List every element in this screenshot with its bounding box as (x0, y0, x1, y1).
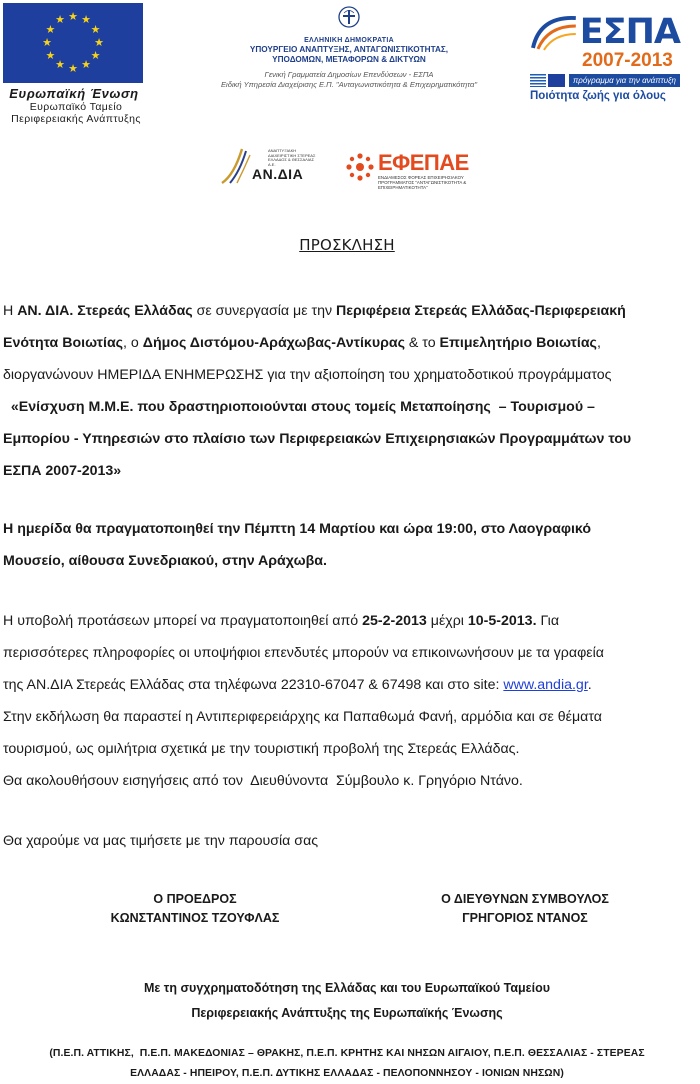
cofunding-line-2: Περιφερειακής Ανάπτυξης της Ευρωπαϊκής Ένωσης (191, 1006, 503, 1020)
ceo-role: Ο ΔΙΕΥΘΥΝΩΝ ΣΥΜΒΟΥΛΟΣ (441, 892, 609, 906)
efepae-emblem-icon (345, 152, 375, 182)
ceo-name: ΓΡΗΓΟΡΙΟΣ ΝΤΑΝΟΣ (462, 911, 588, 925)
details-text: Για (536, 613, 560, 629)
intro-line-2 (3, 327, 693, 359)
andia-name: ΑΝ. ΔΙΑ. Στερεάς Ελλάδας (17, 303, 193, 319)
details-text: Η υποβολή προτάσεων μπορεί να πραγματοποιηθεί από (3, 613, 363, 629)
eu-star-icon: ★ (55, 59, 65, 72)
program-title-line-2: Εμπορίου - Υπηρεσιών στο πλαίσιο των Περιφερειακών Επιχειρησιακών Προγραμμάτων του (3, 431, 632, 447)
ministry-secretariat: Γενική Γραμματεία Δημοσίων Επενδύσεων - ΕΣΠΑ (264, 70, 434, 79)
eu-star-icon: ★ (90, 49, 101, 62)
eu-star-icon: ★ (45, 23, 56, 36)
eu-star-icon: ★ (90, 23, 101, 36)
ministry-name-line-1: ΥΠΟΥΡΓΕΙΟ ΑΝΑΠΤΥΞΗΣ, ΑΝΤΑΓΩΝΙΣΤΙΚΟΤΗΤΑΣ, (249, 45, 449, 54)
ministry-logo (190, 5, 508, 90)
signature-right (400, 890, 650, 928)
programs-line-1: (Π.Ε.Π. ΑΤΤΙΚΗΣ, Π.Ε.Π. ΜΑΚΕΔΟΝΙΑΣ – ΘΡΑΚΗΣ, Π.Ε.Π. ΚΡΗΤΗΣ ΚΑΙ ΝΗΣΩΝ ΑΙΓΑΙΟΥ, Π.Ε.Π. ΘΕΣΣΑΛΙΑΣ - ΣΤΕΡΕΑΣ (49, 1048, 645, 1059)
cofunding-note (0, 976, 694, 1026)
end-date: 10-5-2013. (467, 613, 537, 629)
eu-star-icon: ★ (68, 62, 78, 75)
details-line-6: Θα ακολουθήσουν εισηγήσεις από τον Διευθύνοντα Σύμβουλο κ. Γρηγόριο Ντάνο. (3, 773, 523, 789)
program-title-line-3: ΕΣΠΑ 2007-2013» (3, 463, 122, 479)
details-line-4: Στην εκδήλωση θα παραστεί η Αντιπεριφερειάρχης κα Παπαθωμά Φανή, αρμόδια και σε θέματα (3, 709, 602, 725)
eu-star-icon: ★ (55, 13, 65, 26)
eu-logo-subtitle-2: Περιφερειακής Ανάπτυξης (11, 113, 141, 125)
closing-line: Θα χαρούμε να μας τιμήσετε με την παρουσία σας (3, 833, 319, 849)
ministry-unit: Ειδική Υπηρεσία Διαχείρισης Ε.Π. "Ανταγωνιστικότητα & Επιχειρηματικότητα" (220, 80, 478, 89)
efepae-logo (345, 150, 485, 190)
programs-list (0, 1044, 694, 1084)
document-title: ΠΡΟΣΚΛΗΣΗ (299, 236, 395, 254)
details-text: . (587, 677, 592, 693)
intro-line-1 (3, 295, 693, 327)
signature-left (80, 890, 310, 928)
details-paragraph (3, 605, 693, 797)
intro-paragraph (3, 295, 693, 487)
espa-logo (530, 12, 680, 102)
event-line-1: Η ημερίδα θα πραγματοποιηθεί την Πέμπτη 14 Μαρτίου και ώρα 19:00, στο Λαογραφικό (3, 521, 592, 537)
efepae-small-text: ΕΝΔΙΑΜΕΣΟΣ ΦΟΡΕΑΣ ΕΠΙΧΕΙΡΗΣΙΑΚΟΥ ΠΡΟΓΡΑΜΜΑΤΟΣ "ΑΝΤΑΓΩΝΙΣΤΙΚΟΤΗΤΑ & ΕΠΙΧΕΙΡΗΜΑΤΙΚΟΤΗΤΑ" (378, 175, 467, 190)
eu-flag-icon (3, 3, 143, 83)
event-line-2: Μουσείο, αίθουσα Συνεδριακού, στην Αράχωβα. (3, 553, 327, 569)
region-unit-name: Ενότητα Βοιωτίας (3, 335, 124, 351)
eu-star-icon: ★ (81, 59, 91, 72)
greek-flag-icon (530, 74, 546, 87)
eu-star-icon: ★ (81, 13, 91, 26)
eu-star-icon: ★ (45, 49, 56, 62)
eu-star-icon: ★ (42, 36, 52, 49)
efepae-word: ΕΦΕΠΑΕ (378, 150, 469, 175)
andia-word: ΑΝ.ΔΙΑ (252, 166, 304, 182)
espa-emblem-icon (530, 12, 580, 52)
details-line-2: περισσότερες πληροφορίες οι υποψήφιοι επενδυτές μπορούν να επικοινωνήσουν με τα γραφεία (3, 645, 604, 661)
andia-logo (220, 145, 320, 185)
intro-text: , (596, 335, 601, 351)
eu-logo (3, 3, 149, 125)
intro-text: & το (404, 335, 440, 351)
president-name: ΚΩΝΣΤΑΝΤΙΝΟΣ ΤΖΟΥΦΛΑΣ (110, 911, 280, 925)
programs-line-2: ΕΛΛΑΔΑΣ - ΗΠΕΙΡΟΥ, Π.Ε.Π. ΔΥΤΙΚΗΣ ΕΛΛΑΔΑΣ - ΠΕΛΟΠΟΝΝΗΣΟΥ - ΙΟΝΙΩΝ ΝΗΣΩΝ) (130, 1068, 564, 1079)
event-paragraph (3, 513, 693, 577)
espa-word: ΕΣΠΑ (579, 12, 680, 52)
espa-program: πρόγραμμα για την ανάπτυξη (569, 74, 680, 87)
program-title-line-1: «Ενίσχυση Μ.Μ.Ε. που δραστηριοποιούνται στους τομείς Μεταποίησης – Τουρισμού – (3, 399, 595, 415)
website-link[interactable]: www.andia.gr (503, 677, 588, 693)
details-line-5: τουρισμού, ως ομιλήτρια σχετικά με την τουριστική προβολή της Στερεάς Ελλάδας. (3, 741, 520, 757)
intro-text: Η (3, 303, 18, 319)
intro-text: , ο (123, 335, 143, 351)
municipality-name: Δήμος Διστόμου-Αράχωβας-Αντίκυρας (142, 335, 405, 351)
eu-logo-subtitle-1: Ευρωπαϊκό Ταμείο (29, 101, 123, 113)
region-name: Περιφέρεια Στερεάς Ελλάδας-Περιφερειακή (336, 303, 626, 319)
eu-logo-title: Ευρωπαϊκή Ένωση (9, 86, 139, 101)
eu-star-icon: ★ (68, 10, 78, 23)
andia-small-text: ΑΝΑΠΤΥΞΙΑΚΗ ΔΙΑΧΕΙΡΙΣΤΙΚΗ ΣΤΕΡΕΑΣ ΕΛΛΑΔΟΣ & ΘΕΣΣΑΛΙΑΣ Α.Ε. (268, 148, 316, 167)
cofunding-line-1: Με τη συγχρηματοδότηση της Ελλάδας και του Ευρωπαϊκού Ταμείου (143, 981, 551, 995)
details-line-3 (3, 669, 693, 701)
eu-small-flag-icon (548, 74, 564, 87)
intro-line-3: διοργανώνουν ΗΜΕΡΙΔΑ ΕΝΗΜΕΡΩΣΗΣ για την αξιοποίηση του χρηματοδοτικού προγράμματος (3, 367, 612, 383)
chamber-name: Επιμελητήριο Βοιωτίας (439, 335, 597, 351)
details-text: μέχρι (426, 613, 468, 629)
espa-slogan: Ποιότητα ζωής για όλους (530, 90, 666, 102)
closing-paragraph (3, 825, 693, 857)
president-role: Ο ΠΡΟΕΔΡΟΣ (153, 892, 237, 906)
details-text: της ΑΝ.ΔΙΑ Στερεάς Ελλάδας στα τηλέφωνα 22310-67047 & 67498 και στο site: (3, 677, 504, 693)
ministry-republic: ΕΛΛΗΝΙΚΗ ΔΗΜΟΚΡΑΤΙΑ (304, 37, 394, 44)
intro-text: σε συνεργασία με την (192, 303, 336, 319)
eu-star-icon: ★ (94, 36, 104, 49)
ministry-name-line-2: ΥΠΟΔΟΜΩΝ, ΜΕΤΑΦΟΡΩΝ & ΔΙΚΤΥΩΝ (272, 55, 426, 64)
espa-years: 2007-2013 (582, 50, 673, 71)
start-date: 25-2-2013 (362, 613, 427, 629)
details-line-1 (3, 605, 693, 637)
greek-crest-icon (337, 5, 361, 29)
